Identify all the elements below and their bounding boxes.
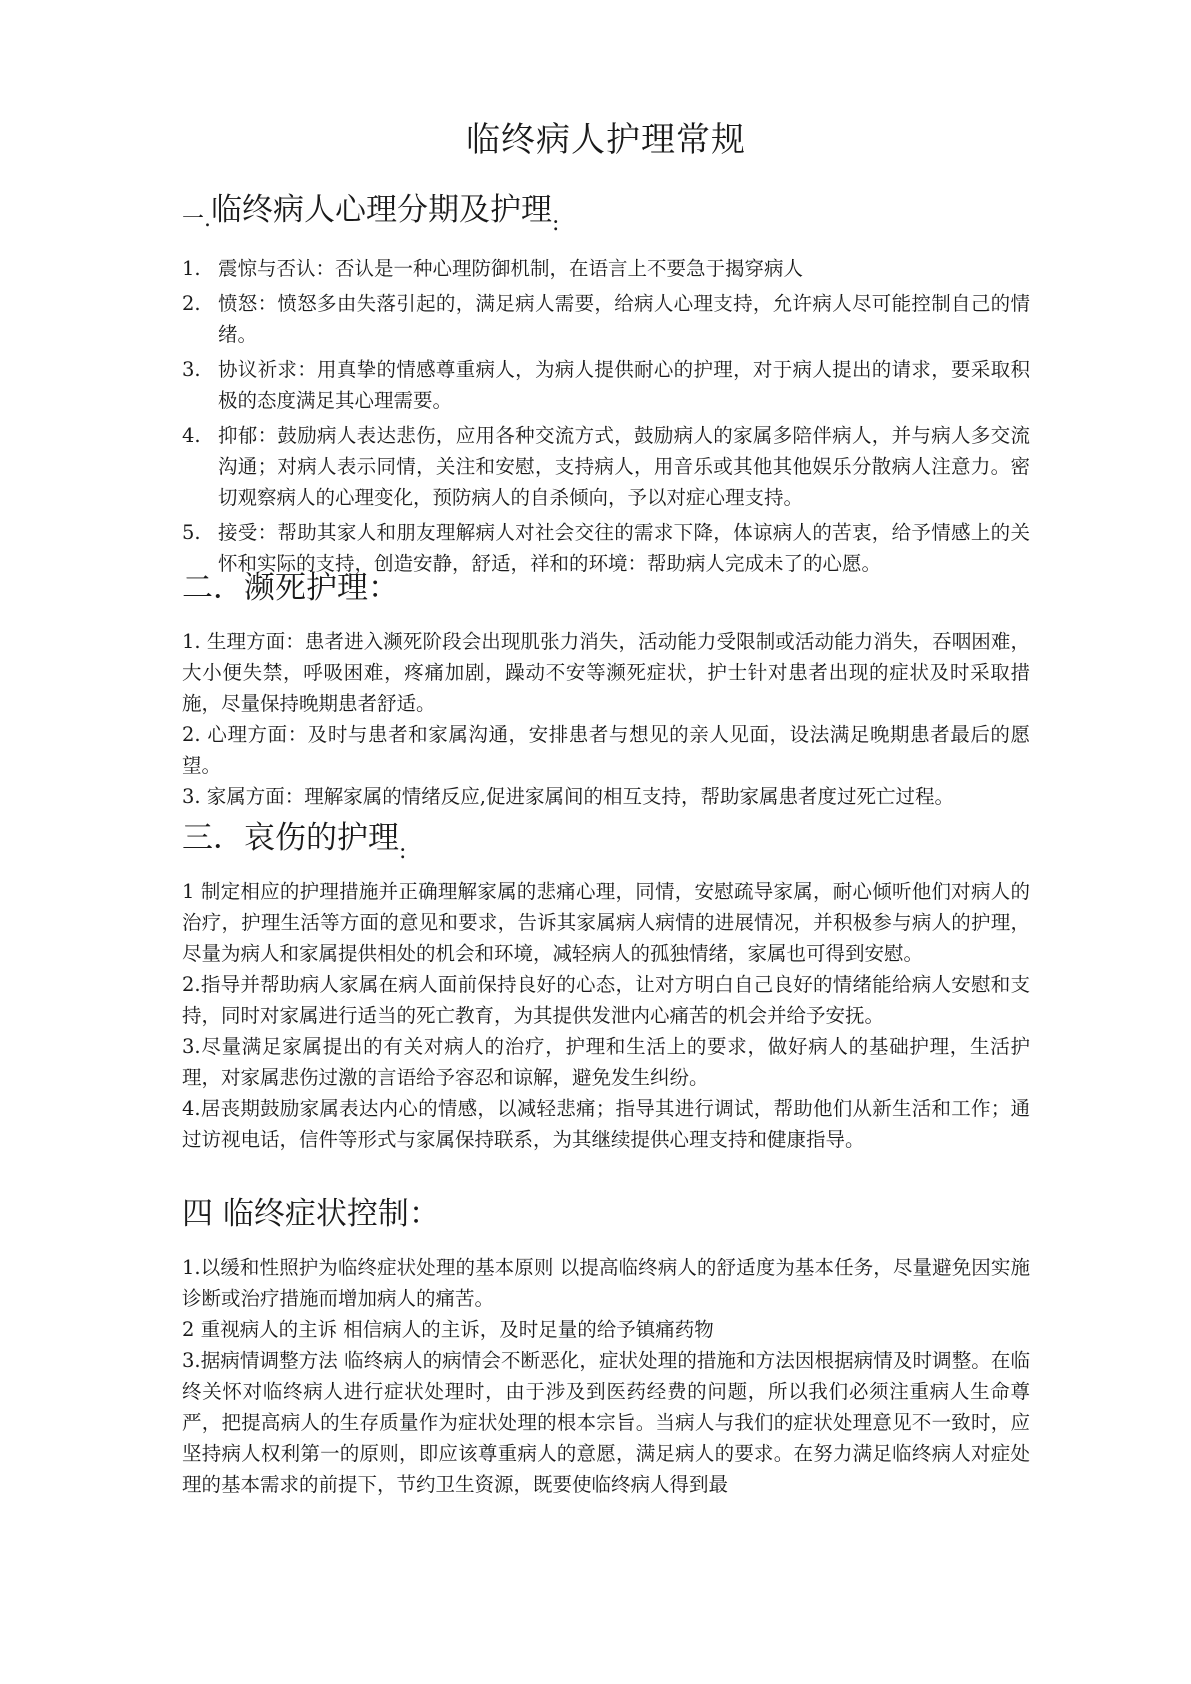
- paragraph: 2. 心理方面：及时与患者和家属沟通，安排患者与想见的亲人见面，设法满足晚期患者最后的愿望。: [182, 723, 1030, 777]
- section-4-heading: 四 临终症状控制：: [182, 1196, 440, 1232]
- list-item: 2. 愤怒：愤怒多由失落引起的，满足病人需要，给病人心理支持，允许病人尽可能控制自己的情绪。: [182, 292, 1030, 346]
- list-item: 3. 协议祈求：用真挚的情感尊重病人，为病人提供耐心的护理，对于病人提出的请求，要采取积极的态度满足其心理需要。: [182, 358, 1030, 412]
- section-1-number: 一.: [182, 207, 211, 232]
- section-1-heading: [182, 190, 559, 244]
- paragraph: 3.据病情调整方法 临终病人的病情会不断恶化，症状处理的措施和方法因根据病情及时调整。在临终关怀对临终病人进行症状处理时，由于涉及到医药经费的问题，所以我们必须注重病人生命尊严，把提高病人的生存质量作为症状处理的根本宗旨。当病人与我们的症状处理意见不一致时，应坚持病人权利第一的原则，即应该尊重病人的意愿，满足病人的要求。在努力满足临终病人对症处理的基本需求的前提下，节约卫生资源，既要使临终病人得到最: [182, 1349, 1030, 1496]
- section-1-heading-text: 临终病人心理分期及护理: [211, 192, 552, 228]
- section-1-colon: :: [552, 211, 560, 236]
- section-3-body: [182, 876, 1030, 1155]
- section-3-heading: [182, 818, 406, 872]
- section-2-heading: 二．濒死护理：: [182, 570, 399, 606]
- section-2-body: [182, 626, 1030, 812]
- paragraph: 4.居丧期鼓励家属表达内心的情感，以减轻悲痛；指导其进行调试，帮助他们从新生活和工作；通过访视电话，信件等形式与家属保持联系，为其继续提供心理支持和健康指导。: [182, 1097, 1030, 1151]
- section-3-colon: :: [399, 839, 407, 864]
- document-title: 临终病人护理常规: [466, 120, 746, 160]
- paragraph: 1.以缓和性照护为临终症状处理的基本原则 以提高临终病人的舒适度为基本任务，尽量避免因实施诊断或治疗措施而增加病人的痛苦。: [182, 1256, 1030, 1310]
- paragraph: 3. 家属方面：理解家属的情绪反应,促进家属间的相互支持，帮助家属患者度过死亡过程。: [182, 785, 955, 808]
- list-item: 1. 震惊与否认：否认是一种心理防御机制，在语言上不要急于揭穿病人: [182, 257, 804, 280]
- list-item: 4. 抑郁：鼓励病人表达悲伤，应用各种交流方式，鼓励病人的家属多陪伴病人，并与病人多交流沟通；对病人表示同情，关注和安慰，支持病人，用音乐或其他其他娱乐分散病人注意力。密切观察病人的心理变化，预防病人的自杀倾向，予以对症心理支持。: [182, 424, 1030, 509]
- list-item: 5. 接受：帮助其家人和朋友理解病人对社会交往的需求下降，体谅病人的苦衷，给予情感上的关怀和实际的支持，创造安静，舒适，祥和的环境：帮助病人完成未了的心愿。: [182, 521, 1030, 575]
- paragraph: 3.尽量满足家属提出的有关对病人的治疗，护理和生活上的要求，做好病人的基础护理，生活护理，对家属悲伤过激的言语给予容忍和谅解，避免发生纠纷。: [182, 1035, 1030, 1089]
- paragraph: 1 制定相应的护理措施并正确理解家属的悲痛心理，同情，安慰疏导家属，耐心倾听他们对病人的治疗，护理生活等方面的意见和要求，告诉其家属病人病情的进展情况，并积极参与病人的护理，尽量为病人和家属提供相处的机会和环境，减轻病人的孤独情绪，家属也可得到安慰。: [182, 880, 1030, 965]
- section-1-list: [182, 253, 1030, 583]
- section-3-heading-text: 三．哀伤的护理: [182, 820, 399, 856]
- section-4-body: [182, 1252, 1030, 1500]
- paragraph: 2.指导并帮助病人家属在病人面前保持良好的心态，让对方明白自己良好的情绪能给病人安慰和支持，同时对家属进行适当的死亡教育，为其提供发泄内心痛苦的机会并给予安抚。: [182, 973, 1030, 1027]
- paragraph: 1. 生理方面：患者进入濒死阶段会出现肌张力消失，活动能力受限制或活动能力消失，吞咽困难，大小便失禁，呼吸困难，疼痛加剧，躁动不安等濒死症状，护士针对患者出现的症状及时采取措施，尽量保持晚期患者舒适。: [182, 630, 1030, 715]
- paragraph: 2 重视病人的主诉 相信病人的主诉，及时足量的给予镇痛药物: [182, 1318, 714, 1341]
